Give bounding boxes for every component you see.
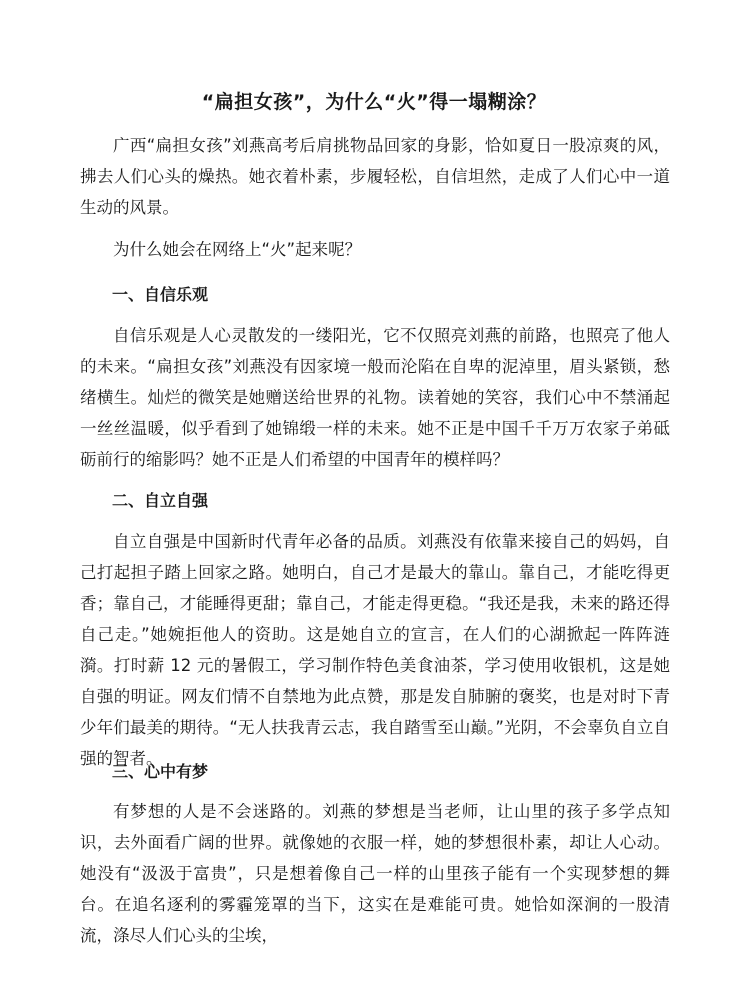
section-heading-self-reliance: 二、自立自强 — [112, 491, 209, 510]
intro-paragraph: 广西“扁担女孩”刘燕高考后肩挑物品回家的身影，恰如夏日一股凉爽的风，拂去人们心头的燥热。她衣着朴素，步履轻松，自信坦然，走成了人们心中一道生动的风景。 — [80, 136, 670, 217]
section-body-confidence: 自信乐观是人心灵散发的一缕阳光，它不仅照亮刘燕的前路，也照亮了他人的未来。“扁担女孩”刘燕没有因家境一般而沦陷在自卑的泥淖里，眉头紧锁，愁绪横生。灿烂的微笑是她赠送给世界的礼物。读着她的笑容，我们心中不禁涌起一丝丝温暖，似乎看到了她锦缎一样的未来。她不正是中国千千万万农家子弟砥砺前行的缩影吗？她不正是人们希望的中国青年的模样吗？ — [80, 326, 670, 469]
section-heading-dream: 三、心中有梦 — [112, 762, 209, 781]
section-body-dream: 有梦想的人是不会迷路的。刘燕的梦想是当老师，让山里的孩子多学点知识，去外面看广阔的世界。就像她的衣服一样，她的梦想很朴素，却让人心动。她没有“汲汲于富贵”，只是想着像自己一样的山里孩子能有一个实现梦想的舞台。在追名逐利的雾霾笼罩的当下，这实在是难能可贵。她恰如深涧的一股清流，涤尽人们心头的尘埃， — [80, 802, 670, 945]
document-title: “扁担女孩”，为什么“火”得一塌糊涂？ — [201, 91, 547, 113]
section-body-self-reliance: 自立自强是中国新时代青年必备的品质。刘燕没有依靠来接自己的妈妈，自己打起担子踏上回家之路。她明白，自己才是最大的靠山。靠自己，才能吃得更香；靠自己，才能睡得更甜；靠自己，才能走得更稳。“我还是我，未来的路还得自己走。”她婉拒他人的资助。这是她自立的宣言，在人们的心湖掀起一阵阵涟漪。打时薪 12 元的暑假工，学习制作特色美食油茶，学习使用收银机，这是她自强的明证。网友们情不自禁地为此点赞，那是发自肺腑的褒奖，也是对时下青少年们最美的期待。“无人扶我青云志，我自踏雪至山巅。”光阴，不会辜负自立自强的智者。 — [80, 532, 670, 768]
question-paragraph: 为什么她会在网络上“火”起来呢？ — [113, 240, 362, 259]
section-heading-confidence: 一、自信乐观 — [112, 285, 209, 304]
